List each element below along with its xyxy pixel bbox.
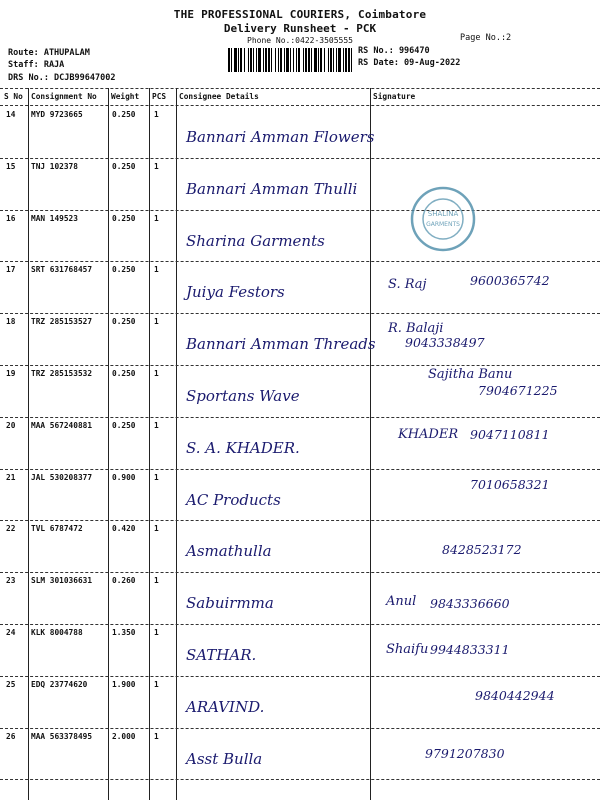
- consignee-name: Asst Bulla: [186, 749, 263, 768]
- barcode-bar: [256, 48, 257, 72]
- stamp-seal: [410, 186, 476, 252]
- table-row: [0, 417, 600, 469]
- pcs-count: 1: [154, 317, 159, 327]
- weight-value: 0.250: [112, 369, 136, 378]
- signature-phone: 9843336660: [430, 596, 510, 612]
- barcode-bar: [305, 48, 307, 72]
- table-row: [0, 469, 600, 521]
- barcode-bar: [296, 48, 297, 72]
- serial-number: 26: [6, 731, 16, 741]
- serial-number: 17: [6, 265, 16, 275]
- barcode-bar: [343, 48, 344, 72]
- barcode-bar: [265, 48, 267, 72]
- row-separator: [0, 779, 600, 780]
- serial-number: 24: [6, 628, 16, 637]
- barcode-bar: [250, 48, 252, 72]
- col-weight: Weight: [111, 92, 140, 101]
- barcode-bar: [348, 48, 350, 72]
- barcode-bar: [231, 48, 232, 72]
- table-row: [0, 365, 600, 417]
- consignee-name: Asmathulla: [186, 542, 272, 561]
- pcs-count: 1: [154, 731, 159, 741]
- col-consignment: Consignment No: [31, 92, 97, 101]
- weight-value: 0.250: [112, 161, 136, 171]
- barcode-bar: [324, 48, 325, 72]
- barcode-bar: [345, 48, 347, 72]
- svg-text:GARMENTS: GARMENTS: [426, 221, 460, 228]
- weight-value: 0.250: [112, 420, 136, 430]
- weight-value: 1.900: [112, 679, 136, 689]
- staff: Staff: RAJA: [8, 60, 65, 70]
- table-row: [0, 572, 600, 624]
- barcode-bar: [240, 48, 242, 72]
- consignment-number: TNJ 102378: [31, 161, 78, 171]
- consignment-number: MAN 149523: [31, 213, 78, 223]
- table-row: [0, 676, 600, 728]
- table-header: [0, 88, 600, 106]
- barcode-bar: [351, 48, 352, 72]
- consignment-number: KLK 8004788: [31, 628, 83, 637]
- consignment-number: MYD 9723665: [31, 110, 83, 119]
- consignee-name: S. A. KHADER.: [186, 438, 300, 457]
- signature-text: KHADER: [398, 426, 459, 442]
- pcs-count: 1: [154, 472, 159, 482]
- weight-value: 2.000: [112, 731, 136, 741]
- consignment-number: MAA 567240881: [31, 420, 93, 430]
- serial-number: 25: [6, 679, 16, 689]
- table-row: [0, 728, 600, 780]
- barcode-bar: [234, 48, 237, 72]
- barcode-bar: [290, 48, 291, 72]
- pcs-count: 1: [154, 110, 159, 119]
- consignment-number: EDQ 23774620: [31, 679, 88, 689]
- consignee-name: SATHAR.: [186, 646, 257, 664]
- serial-number: 19: [6, 369, 16, 378]
- barcode-bar: [293, 48, 294, 72]
- pcs-count: 1: [154, 265, 159, 275]
- pcs-count: 1: [154, 213, 159, 223]
- barcode-bar: [258, 48, 261, 72]
- barcode-bar: [311, 48, 312, 72]
- signature-text: S. Raj: [388, 277, 427, 293]
- signature-phone: 7904671225: [478, 383, 558, 398]
- consignment-number: MAA 563378495: [31, 731, 93, 741]
- consignee-name: Bannari Amman Flowers: [186, 128, 375, 146]
- consignee-name: Bannari Amman Thulli: [186, 179, 358, 198]
- rs-date: RS Date: 09-Aug-2022: [358, 58, 461, 68]
- weight-value: 0.250: [112, 213, 136, 223]
- serial-number: 23: [6, 576, 16, 586]
- table-row: [0, 313, 600, 365]
- barcode-bar: [268, 48, 270, 72]
- signature-text: R. Balaji: [388, 321, 444, 337]
- barcode-bar: [271, 48, 272, 72]
- consignment-number: JAL 530208377: [31, 472, 93, 482]
- barcode-bar: [228, 48, 230, 72]
- table-row: [0, 261, 600, 313]
- signature-phone: 8428523172: [442, 542, 522, 558]
- consignee-name: ARAVIND.: [186, 697, 265, 716]
- route: Route: ATHUPALAM: [8, 48, 90, 58]
- barcode-bar: [303, 48, 304, 72]
- weight-value: 1.350: [112, 628, 136, 637]
- consignment-number: TRZ 285153527: [31, 317, 93, 327]
- table-row: [0, 158, 600, 210]
- serial-number: 20: [6, 420, 16, 430]
- consignment-number: SRT 631768457: [31, 265, 93, 275]
- signature-phone: 9047110811: [470, 426, 550, 442]
- pcs-count: 1: [154, 679, 159, 689]
- document-subtitle: Delivery Runsheet - PCK: [223, 22, 377, 35]
- col-pcs: PCS: [152, 92, 167, 101]
- barcode-bar: [314, 48, 317, 72]
- pcs-count: 1: [154, 420, 159, 430]
- signature-phone: 9944833311: [430, 642, 510, 657]
- rs-number: RS No.: 996470: [358, 46, 430, 56]
- pcs-count: 1: [154, 576, 159, 586]
- serial-number: 16: [6, 213, 16, 223]
- barcode-bar: [298, 48, 300, 72]
- barcode-bar: [308, 48, 310, 72]
- signature-phone: 9600365742: [470, 273, 550, 289]
- weight-value: 0.260: [112, 576, 136, 586]
- signature-text: Shaifu: [386, 642, 429, 657]
- pcs-count: 1: [154, 369, 159, 378]
- svg-text:SHALINA: SHALINA: [427, 210, 459, 218]
- barcode-bar: [280, 48, 282, 72]
- consignment-number: TRZ 285153532: [31, 369, 93, 378]
- serial-number: 14: [6, 110, 16, 119]
- table-row: [0, 210, 600, 262]
- serial-number: 18: [6, 317, 16, 327]
- signature-phone: 7010658321: [470, 476, 550, 492]
- signature-text: Sajitha Banu: [428, 367, 513, 382]
- pcs-count: 1: [154, 628, 159, 637]
- barcode-bar: [286, 48, 289, 72]
- col-signature: Signature: [373, 92, 416, 101]
- table-row: [0, 624, 600, 676]
- table-row: [0, 106, 600, 158]
- phone-number: Phone No.:0422-3505555: [247, 36, 353, 45]
- page-number: Page No.:2: [460, 33, 512, 43]
- weight-value: 0.420: [112, 524, 136, 534]
- barcode-bar: [263, 48, 264, 72]
- barcode-bar: [318, 48, 319, 72]
- col-sno: S No: [4, 92, 23, 101]
- barcode-bar: [284, 48, 285, 72]
- pcs-count: 1: [154, 161, 159, 171]
- consignment-number: TVL 6787472: [31, 524, 83, 534]
- consignment-number: SLM 301036631: [31, 576, 93, 586]
- consignee-name: Bannari Amman Threads: [186, 335, 376, 354]
- barcode-bar: [320, 48, 322, 72]
- consignee-name: Sabuirmma: [186, 594, 274, 613]
- weight-value: 0.900: [112, 472, 136, 482]
- barcode-bar: [328, 48, 329, 72]
- signature-phone: 9791207830: [425, 745, 505, 761]
- consignee-name: Sportans Wave: [186, 387, 300, 405]
- barcode-bar: [248, 48, 249, 72]
- barcode-bar: [238, 48, 239, 72]
- barcode-bar: [336, 48, 337, 72]
- barcode-bar: [338, 48, 341, 72]
- table-row: [0, 520, 600, 572]
- weight-value: 0.250: [112, 110, 136, 119]
- serial-number: 15: [6, 161, 16, 171]
- serial-number: 22: [6, 524, 16, 534]
- consignee-name: Sharina Garments: [186, 231, 325, 250]
- signature-phone: 9043338497: [405, 335, 485, 351]
- weight-value: 0.250: [112, 265, 136, 275]
- document-title: THE PROFESSIONAL COURIERS, Coimbatore: [173, 8, 427, 21]
- barcode-bar: [333, 48, 334, 72]
- consignee-name: AC Products: [186, 490, 281, 509]
- drs-number: DRS No.: DCJB99647002: [8, 73, 116, 83]
- barcode-bar: [275, 48, 276, 72]
- weight-value: 0.250: [112, 317, 136, 327]
- pcs-count: 1: [154, 524, 159, 534]
- barcode-bar: [253, 48, 254, 72]
- serial-number: 21: [6, 472, 16, 482]
- barcode-bar: [244, 48, 245, 72]
- barcode-image: [228, 48, 354, 72]
- col-consignee: Consignee Details: [179, 92, 259, 101]
- consignee-name: Juiya Festors: [186, 283, 285, 302]
- barcode-bar: [330, 48, 332, 72]
- signature-text: Anul: [386, 594, 417, 610]
- signature-phone: 9840442944: [475, 687, 555, 703]
- barcode-bar: [278, 48, 279, 72]
